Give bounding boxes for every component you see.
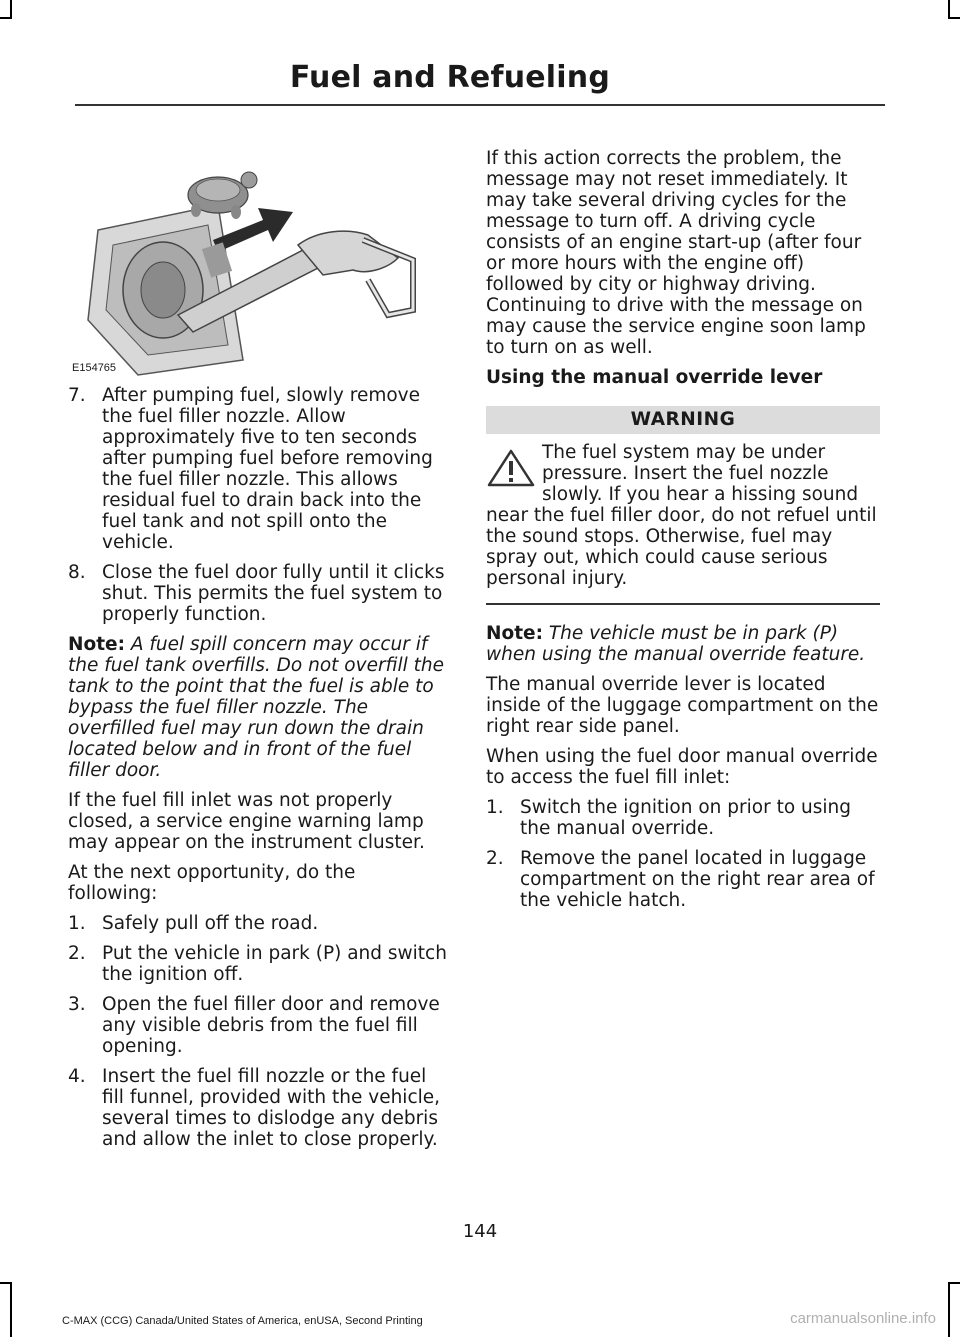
list-item: [68, 562, 450, 625]
list-item: [68, 1066, 450, 1150]
list-item: [68, 385, 450, 553]
step-text: Insert the fuel fill nozzle or the fuel fill funnel, provided with the vehicle, several times to dislodge any debris and allow the inlet to close properly.: [102, 1066, 441, 1150]
note-label: Note:: [486, 623, 543, 644]
step-list: [486, 797, 880, 911]
warning-text: The fuel system may be under pressure. Insert the fuel nozzle slowly. If you hear a hissing sound near the fuel filler door, do not refuel until the sound stops. Otherwise, fuel may spray out, which could cause serious personal injury.: [486, 442, 877, 589]
step-text: Safely pull off the road.: [102, 913, 319, 934]
paragraph: If this action corrects the problem, the message may not reset immediately. It may take several driving cycles for the message to turn off. A driving cycle consists of an engine start-up (after four or more hours with the engine off) followed by city or highway driving. Continuing to drive with the message on may cause the service engine soon lamp to turn on as well.: [486, 148, 866, 358]
left-column: [68, 385, 450, 1159]
step-text: After pumping fuel, slowly remove the fuel filler nozzle. Allow approximately five to ten seconds after pumping fuel before removing the fuel filler nozzle. This allows residual fuel to drain back into the fuel tank and not spill onto the vehicle.: [102, 385, 433, 553]
figure-code: E154765: [72, 362, 117, 374]
step-text: Open the fuel filler door and remove any visible debris from the fuel fill opening.: [102, 994, 440, 1057]
step-text: Put the vehicle in park (P) and switch the ignition off.: [102, 943, 447, 985]
header-rule: [75, 104, 885, 106]
note-text: The vehicle must be in park (P) when using the manual override feature.: [486, 623, 866, 665]
step-list: [68, 913, 450, 1150]
list-item: [486, 797, 880, 839]
note: [486, 623, 880, 665]
note-label: Note:: [68, 634, 125, 655]
right-column: [486, 148, 880, 920]
note-text: A fuel spill concern may occur if the fuel tank overfills. Do not overfill the tank to the point that the fuel is able to bypass the fuel filler nozzle. The overfilled fuel may run down the drain located below and in front of the fuel filler door.: [68, 634, 445, 781]
step-number: 8.: [68, 562, 86, 583]
warning-triangle-icon: [486, 448, 536, 488]
step-number: 3.: [68, 994, 86, 1015]
crop-mark: [948, 1282, 960, 1284]
step-number: 2.: [68, 943, 86, 964]
step-list-continued: [68, 385, 450, 625]
step-text: Remove the panel located in luggage compartment on the right rear area of the vehicle hatch.: [520, 848, 875, 911]
crop-mark: [10, 1282, 12, 1337]
step-number: 1.: [68, 913, 86, 934]
step-number: 7.: [68, 385, 86, 406]
list-item: [68, 994, 450, 1057]
page-title: Fuel and Refueling: [289, 60, 610, 95]
paragraph: The manual override lever is located inside of the luggage compartment on the right rear side panel.: [486, 674, 879, 737]
step-text: Close the fuel door fully until it clicks shut. This permits the fuel system to properly function.: [102, 562, 445, 625]
page-number: 144: [462, 1221, 498, 1242]
step-number: 2.: [486, 848, 504, 869]
list-item: [486, 848, 880, 911]
step-number: 1.: [486, 797, 504, 818]
section-heading: Using the manual override lever: [486, 367, 823, 388]
list-item: [68, 943, 450, 985]
crop-mark: [10, 0, 12, 18]
crop-mark: [948, 0, 950, 18]
crop-mark: [0, 1282, 12, 1284]
note: [68, 634, 450, 781]
paragraph: When using the fuel door manual override to access the fuel fill inlet:: [486, 746, 878, 788]
warning-header: WARNING: [486, 406, 880, 434]
paragraph: If the fuel fill inlet was not properly closed, a service engine warning lamp may appear on the instrument cluster.: [68, 790, 425, 853]
watermark: carmanualsonline.info: [790, 1310, 936, 1327]
footer-text: C-MAX (CCG) Canada/United States of America, enUSA, Second Printing: [62, 1315, 423, 1327]
crop-mark: [948, 1282, 950, 1337]
crop-mark: [0, 17, 12, 19]
fuel-nozzle-illustration: [68, 150, 448, 380]
step-number: 4.: [68, 1066, 86, 1087]
list-item: [68, 913, 450, 934]
step-text: Switch the ignition on prior to using the manual override.: [520, 797, 851, 839]
crop-mark: [948, 17, 960, 19]
warning-box: [486, 442, 880, 605]
paragraph: At the next opportunity, do the following:: [68, 862, 356, 904]
